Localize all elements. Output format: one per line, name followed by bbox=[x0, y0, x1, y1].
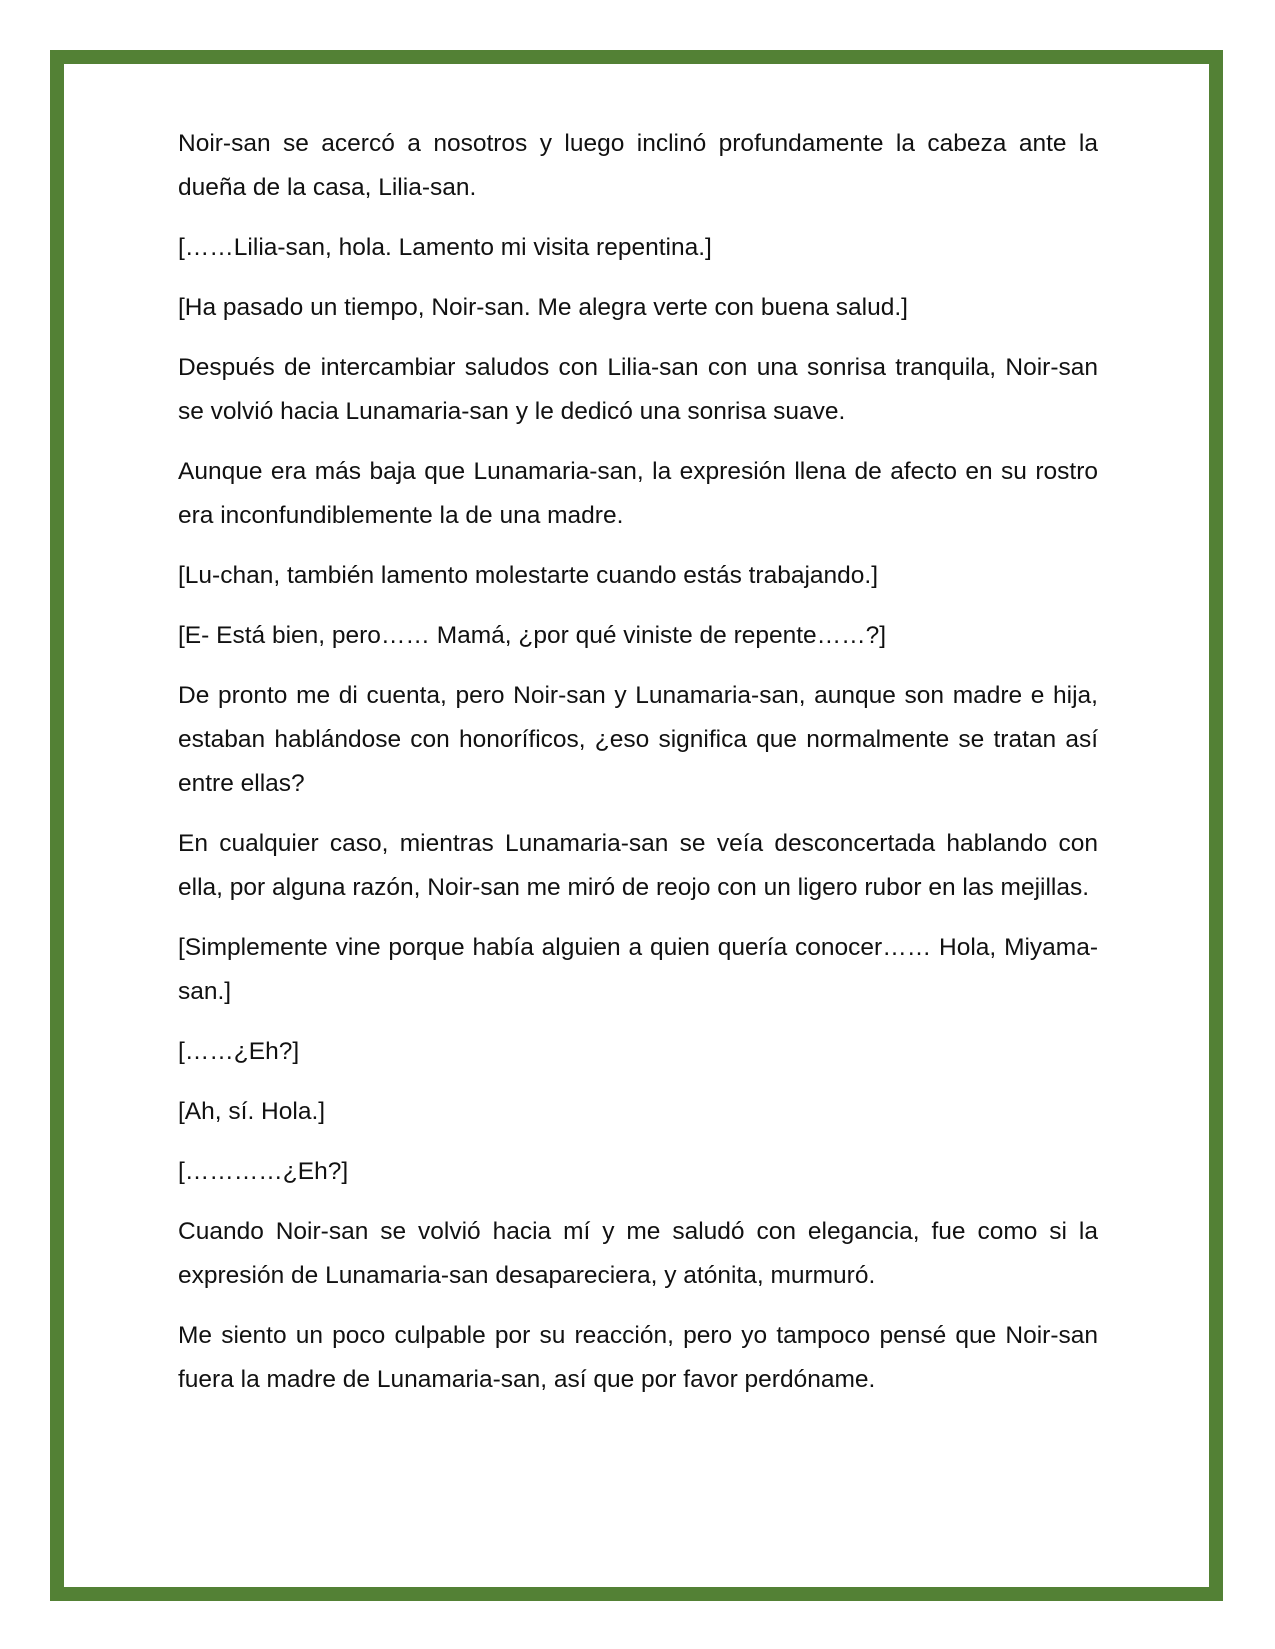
document-body bbox=[178, 122, 1098, 1418]
paragraph: Cuando Noir-san se volvió hacia mí y me saludó con elegancia, fue como si la expresión de Lunamaria-san desapareciera, y atónita, murmuró. bbox=[178, 1218, 1098, 1289]
paragraph: Me siento un poco culpable por su reacción, pero yo tampoco pensé que Noir-san fuera la madre de Lunamaria-san, así que por favor perdóname. bbox=[178, 1322, 1098, 1393]
paragraph: De pronto me di cuenta, pero Noir-san y Lunamaria-san, aunque son madre e hija, estaban hablándose con honoríficos, ¿eso significa que normalmente se tratan así entre ellas? bbox=[178, 682, 1098, 797]
paragraph: Después de intercambiar saludos con Lilia-san con una sonrisa tranquila, Noir-san se volvió hacia Lunamaria-san y le dedicó una sonrisa suave. bbox=[178, 354, 1098, 425]
paragraph: [……Lilia-san, hola. Lamento mi visita repentina.] bbox=[178, 234, 712, 261]
paragraph: [Ah, sí. Hola.] bbox=[178, 1098, 326, 1125]
paragraph: [Lu-chan, también lamento molestarte cuando estás trabajando.] bbox=[178, 562, 879, 589]
paragraph: [Simplemente vine porque había alguien a quien quería conocer…… Hola, Miyama-san.] bbox=[178, 934, 1098, 1005]
paragraph: […………¿Eh?] bbox=[178, 1158, 349, 1185]
paragraph: [……¿Eh?] bbox=[178, 1038, 300, 1065]
paragraph: [E- Está bien, pero…… Mamá, ¿por qué viniste de repente……?] bbox=[178, 622, 887, 649]
paragraph: Aunque era más baja que Lunamaria-san, la expresión llena de afecto en su rostro era inconfundiblemente la de una madre. bbox=[178, 458, 1098, 529]
paragraph: En cualquier caso, mientras Lunamaria-san se veía desconcertada hablando con ella, por alguna razón, Noir-san me miró de reojo con un ligero rubor en las mejillas. bbox=[178, 830, 1098, 901]
paragraph: Noir-san se acercó a nosotros y luego inclinó profundamente la cabeza ante la dueña de la casa, Lilia-san. bbox=[178, 130, 1098, 201]
paragraph: [Ha pasado un tiempo, Noir-san. Me alegra verte con buena salud.] bbox=[178, 294, 908, 321]
